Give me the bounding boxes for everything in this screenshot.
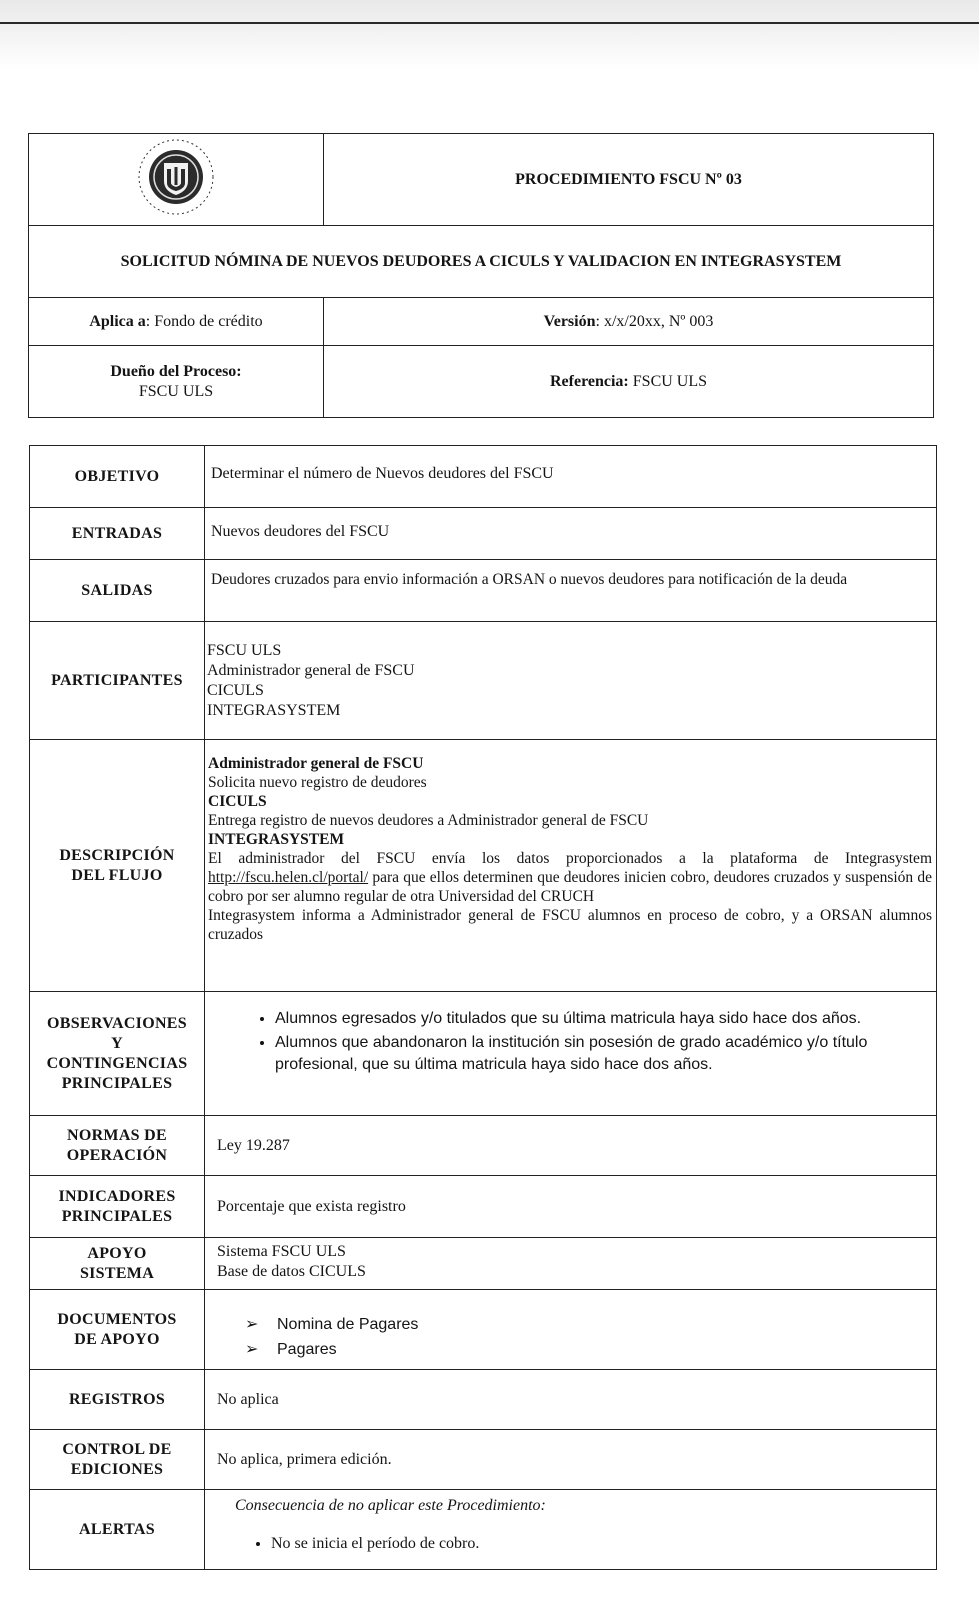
row-documentos (30, 1290, 937, 1370)
descripcion-label-line1: DESCRIPCIÓN (59, 846, 175, 864)
flujo-text-4: Integrasystem informa a Administrador general de FSCU alumnos en proceso de cobro, y a ORSAN alumnos cruzados (208, 907, 932, 943)
flujo-text-3a: El administrador del FSCU envía los datos proporcionados a la plataforma de Integrasystem (208, 850, 932, 867)
participantes-label: PARTICIPANTES (30, 622, 205, 740)
indicadores-value: Porcentaje que exista registro (205, 1176, 937, 1238)
scan-top-line (0, 22, 979, 24)
control-label-line1: CONTROL DE (62, 1440, 172, 1458)
row-apoyo (30, 1238, 937, 1290)
observaciones-label-line4: PRINCIPALES (61, 1074, 173, 1092)
participantes-list (205, 622, 937, 740)
dueno-label: Dueño del Proceso: (110, 362, 242, 380)
descripcion-label (30, 740, 205, 992)
documento-item-label: Pagares (277, 1340, 337, 1358)
aplica-value: : Fondo de crédito (145, 312, 263, 330)
indicadores-label-line2: PRINCIPALES (61, 1207, 173, 1225)
observaciones-list (205, 992, 937, 1116)
flujo-heading-admin: Administrador general de FSCU (208, 755, 424, 772)
alerta-item: • No se inicia el período de cobro. (271, 1534, 936, 1554)
observaciones-label-line1: OBSERVACIONES (47, 1014, 187, 1032)
registros-value: No aplica (205, 1370, 937, 1430)
normas-label (30, 1116, 205, 1176)
row-salidas (30, 560, 937, 622)
entradas-label: ENTRADAS (30, 508, 205, 560)
flujo-heading-integrasystem: INTEGRASYSTEM (208, 831, 345, 848)
flujo-text-1: Solicita nuevo registro de deudores (208, 774, 427, 791)
alertas-label: ALERTAS (30, 1490, 205, 1570)
version-label: Versión (543, 312, 596, 330)
descripcion-label-line2: DEL FLUJO (71, 866, 163, 884)
aplica-cell (29, 298, 324, 346)
observaciones-label (30, 992, 205, 1116)
documento-item (245, 1338, 936, 1361)
salidas-value: Deudores cruzados para envio información a ORSAN o nuevos deudores para notificación de la deuda (205, 560, 937, 622)
dueno-cell (29, 346, 324, 418)
observacion-item: • Alumnos que abandonaron la institución sin posesión de grado académico y/o título profesional, que su última matricula haya sido hace dos años. (275, 1032, 930, 1076)
arrow-bullet-icon: ➢ (245, 1315, 259, 1333)
apoyo-label-line1: APOYO (87, 1244, 147, 1262)
row-entradas (30, 508, 937, 560)
alertas-intro: Consecuencia de no aplicar este Procedimiento: (235, 1497, 546, 1514)
participante-item: Administrador general de FSCU (207, 661, 415, 679)
version-value: : x/x/20xx, Nº 003 (595, 312, 714, 330)
control-label-line2: EDICIONES (70, 1460, 164, 1478)
objetivo-label: OBJETIVO (30, 446, 205, 508)
row-control (30, 1430, 937, 1490)
observaciones-label-line2: Y (111, 1034, 123, 1052)
apoyo-values (205, 1238, 937, 1290)
procedure-table (29, 445, 937, 1570)
referencia-label: Referencia: (549, 372, 629, 390)
objetivo-value: Determinar el número de Nuevos deudores del FSCU (205, 446, 937, 508)
documento-item-label: Nomina de Pagares (277, 1315, 419, 1333)
apoyo-label-line2: SISTEMA (79, 1264, 155, 1282)
row-objetivo (30, 446, 937, 508)
flujo-text-2: Entrega registro de nuevos deudores a Administrador general de FSCU (208, 812, 649, 829)
row-indicadores (30, 1176, 937, 1238)
documentos-label (30, 1290, 205, 1370)
flujo-heading-ciculs: CICULS (208, 793, 267, 810)
apoyo-label (30, 1238, 205, 1290)
procedure-title: PROCEDIMIENTO FSCU Nº 03 (324, 134, 934, 226)
row-observaciones (30, 992, 937, 1116)
documentos-label-line1: DOCUMENTOS (57, 1310, 177, 1328)
row-normas (30, 1116, 937, 1176)
indicadores-label-line1: INDICADORES (58, 1187, 176, 1205)
flujo-text-3 (208, 849, 932, 906)
control-value: No aplica, primera edición. (205, 1430, 937, 1490)
alertas-body (205, 1490, 937, 1570)
control-label (30, 1430, 205, 1490)
indicadores-label (30, 1176, 205, 1238)
documentos-label-line2: DE APOYO (74, 1330, 160, 1348)
referencia-value: FSCU ULS (632, 372, 708, 390)
normas-label-line2: OPERACIÓN (66, 1146, 168, 1164)
participante-item: CICULS (207, 681, 264, 699)
row-registros (30, 1370, 937, 1430)
row-alertas (30, 1490, 937, 1570)
apoyo-value-2: Base de datos CICULS (217, 1263, 366, 1280)
observaciones-label-line3: CONTINGENCIAS (46, 1054, 188, 1072)
documentos-list (205, 1290, 937, 1370)
logo-cell (29, 134, 324, 226)
entradas-value: Nuevos deudores del FSCU (205, 508, 937, 560)
scan-shade (0, 0, 979, 70)
participante-item: INTEGRASYSTEM (207, 701, 341, 719)
participante-item: FSCU ULS (207, 641, 282, 659)
aplica-label: Aplica a (89, 312, 146, 330)
portal-link[interactable]: http://fscu.helen.cl/portal/ (208, 869, 369, 886)
university-seal-icon (136, 137, 216, 217)
document-title: SOLICITUD NÓMINA DE NUEVOS DEUDORES A CICULS Y VALIDACION EN INTEGRASYSTEM (29, 226, 934, 298)
flujo-text-3b: para que ellos determinen que deudores inicien cobro, deudores cruzados y suspensión de cobro por ser alumno regular de otra Universidad del CRUCH (208, 869, 932, 905)
row-descripcion (30, 740, 937, 992)
version-cell (324, 298, 934, 346)
normas-label-line1: NORMAS DE (66, 1126, 168, 1144)
referencia-cell (324, 346, 934, 418)
registros-label: REGISTROS (30, 1370, 205, 1430)
observacion-item: • Alumnos egresados y/o titulados que su última matricula haya sido hace dos años. (275, 1008, 930, 1030)
dueno-value: FSCU ULS (138, 382, 214, 400)
documento-item (245, 1313, 936, 1336)
apoyo-value-1: Sistema FSCU ULS (217, 1243, 346, 1260)
descripcion-body (205, 740, 937, 992)
row-participantes (30, 622, 937, 740)
normas-value: Ley 19.287 (205, 1116, 937, 1176)
header-table (28, 133, 934, 418)
arrow-bullet-icon: ➢ (245, 1340, 259, 1358)
salidas-label: SALIDAS (30, 560, 205, 622)
